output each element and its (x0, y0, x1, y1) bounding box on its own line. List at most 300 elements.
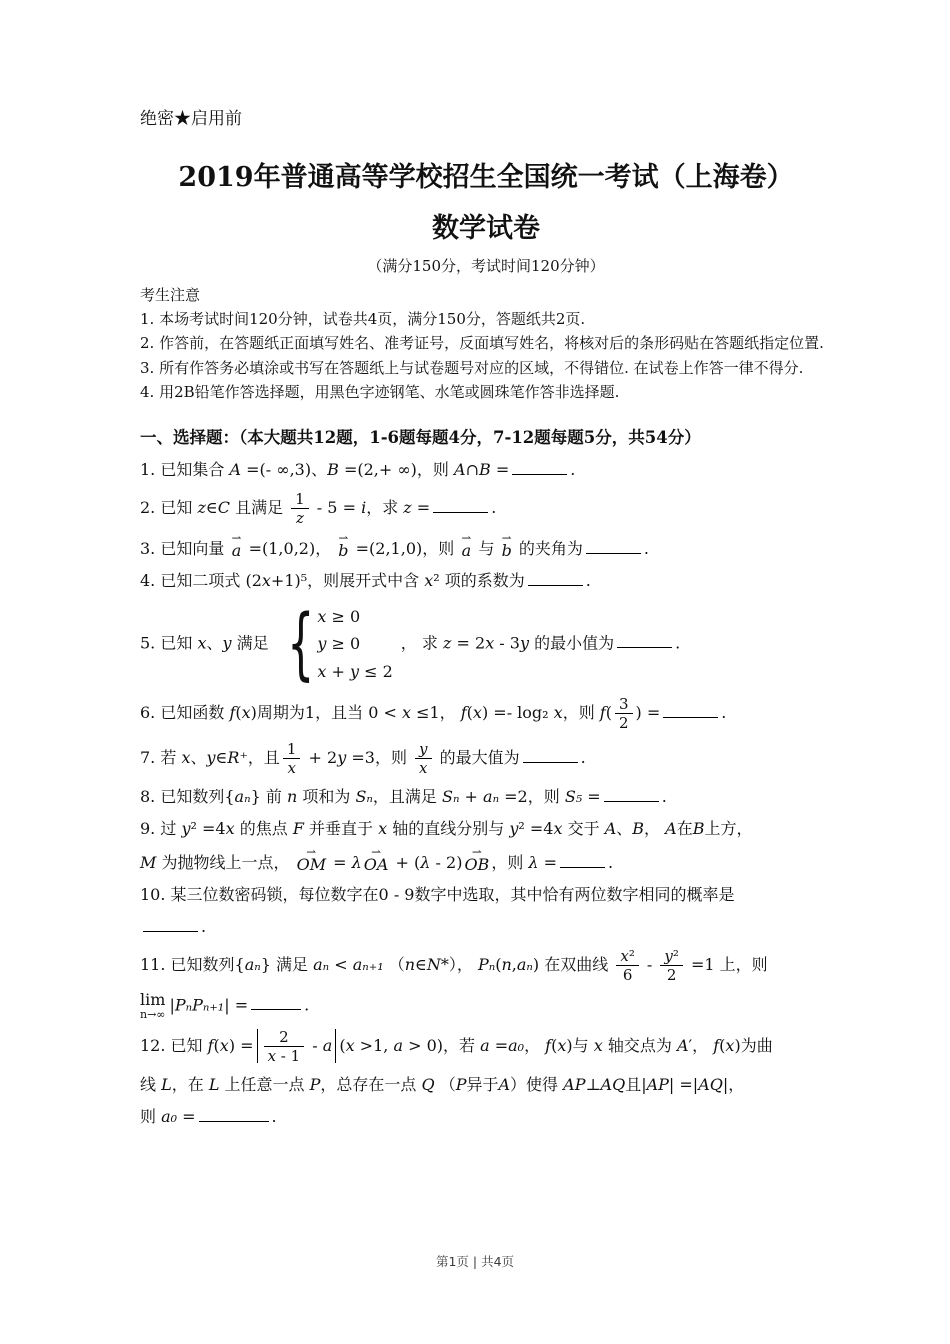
text-run: ， 求 (400, 633, 443, 653)
math-run: = (490, 460, 510, 480)
math-run: ∈ (415, 954, 427, 974)
text-run: 为曲 (740, 1035, 773, 1055)
math-run: 6 (622, 965, 633, 984)
math-run: ( (719, 1035, 726, 1055)
exam-subtitle: 数学试卷 (432, 213, 540, 244)
math-variable: f (207, 1035, 214, 1055)
math-variable: x (287, 758, 296, 777)
question-12-line (140, 1101, 832, 1133)
math-variable: AQ (600, 1074, 626, 1094)
question-11 (140, 943, 832, 1024)
text-run: 项的系数为 (439, 571, 525, 591)
page-footer: 第1页 | 共4页 (435, 1254, 515, 1269)
math-variable: B (692, 818, 705, 838)
math-variable: f (229, 702, 236, 722)
fraction-denominator (615, 714, 633, 732)
notice-title: 考生注意 (140, 286, 201, 304)
math-variable: Sₙ (355, 786, 373, 806)
answer-blank (528, 584, 583, 586)
fraction-denominator (264, 1047, 305, 1065)
question-1-line (140, 454, 832, 486)
vector-arrow-icon: ⇀ (371, 844, 382, 859)
text-run: 轴的直线分别与 (387, 818, 510, 838)
text-run: 3. 已知向量 (140, 539, 230, 559)
question-8-line (140, 781, 832, 813)
text-run: ，总存在一点 (320, 1074, 422, 1094)
text-run: . (201, 916, 207, 936)
text-run: ，则 (491, 852, 529, 872)
fraction (415, 740, 431, 777)
math-run: =1 (685, 954, 715, 974)
section-heading: 一、选择题：（本大题共12题，1-6题每题4分，7-12题每题5分，共54分） (140, 428, 701, 448)
math-variable: B (632, 818, 645, 838)
text-run: 且满足 (229, 498, 289, 518)
text-run: ，在 (171, 1074, 209, 1094)
math-variable: x (401, 702, 411, 722)
text-run: . (721, 702, 727, 722)
text-run: 、 (311, 460, 328, 480)
cases-system (276, 598, 393, 689)
math-run: ⊥ (585, 1074, 601, 1094)
text-run: ， (524, 1035, 546, 1055)
limit-word: lim (140, 989, 166, 1009)
math-run: } (260, 954, 271, 974)
vector (338, 531, 349, 561)
question-9-line (140, 813, 832, 845)
math-variable: a (480, 1035, 490, 1055)
math-variable: λ (528, 852, 539, 872)
math-variable: P (309, 1074, 321, 1094)
math-run: 2 (279, 1027, 289, 1046)
math-variable: n (501, 954, 512, 974)
fraction (283, 740, 301, 777)
math-run: > 0) (402, 1035, 443, 1055)
exam-info: （满分150分，考试时间120分钟） (367, 257, 605, 275)
math-variable: i (361, 498, 367, 518)
text-run: 上方， (704, 818, 753, 838)
math-variable: N (426, 954, 441, 974)
math-run: - 3 (494, 633, 520, 653)
math-run: ≤ 2 (359, 661, 393, 681)
text-run: （ (434, 1074, 456, 1094)
math-run: 2 (666, 965, 677, 984)
math-run: ′ (688, 1035, 693, 1055)
text-run: . (570, 460, 576, 480)
question-4 (140, 565, 832, 597)
math-variable: y (222, 633, 232, 653)
math-variable: y (519, 633, 530, 653)
math-run: - 1 (276, 1046, 301, 1065)
math-variable: aₙ (234, 786, 251, 806)
absolute-value-bar (335, 1029, 336, 1063)
math-variable: B (327, 460, 339, 480)
math-variable: y (181, 818, 191, 838)
text-run: ，则 (416, 460, 455, 480)
question-12-line (140, 1069, 832, 1101)
math-variable: x (419, 758, 428, 777)
text-run: 上，则 (714, 954, 768, 974)
fraction (616, 947, 638, 984)
text-run: ，若 (442, 1035, 481, 1055)
math-run: ) = (635, 702, 661, 722)
vector-base: b (338, 541, 349, 561)
notice-item-2: 2. 作答前，在答题纸正面填写姓名、准考证号，反面填写姓名，将核对后的条形码贴在答题纸指定位置. (140, 334, 824, 353)
math-variable: f (599, 702, 606, 722)
text-run: 5. 已知 (140, 633, 198, 653)
math-variable: a₀ (508, 1035, 525, 1055)
math-variable: R (227, 747, 240, 767)
math-run: ) (566, 1035, 573, 1055)
vector-arrow-icon: ⇀ (471, 844, 482, 859)
text-run: 的最小值为 (529, 633, 615, 653)
math-run: ∈ (215, 747, 228, 767)
text-run: 6. 已知函数 (140, 702, 230, 722)
math-variable: y (419, 739, 428, 758)
text-run: 与 (572, 1035, 594, 1055)
vector (363, 844, 389, 874)
text-run: ， (692, 1035, 714, 1055)
math-run: ( (339, 1035, 346, 1055)
math-run: ( (466, 702, 473, 722)
text-run: ， (644, 818, 666, 838)
fraction-denominator (283, 759, 301, 777)
text-run: 交于 (562, 818, 605, 838)
math-variable: x (261, 571, 271, 591)
math-run: =(2,1,0) (350, 539, 423, 559)
text-run: . (675, 633, 681, 653)
text-run: 数字中选取，其中恰有两位数字相同的概率是 (414, 884, 735, 904)
text-run: 的夹角为 (513, 539, 583, 559)
math-variable: a (322, 1035, 333, 1055)
math-run: =(1,0,2) (243, 539, 316, 559)
fraction (615, 695, 633, 732)
math-variable: PₙPₙ₊₁ (174, 995, 225, 1015)
math-variable: Sₙ (442, 786, 460, 806)
math-run: ≤1 (410, 702, 440, 722)
text-run: （ (383, 954, 405, 974)
text-run: 、 (616, 818, 633, 838)
vector-base: OM (296, 854, 327, 874)
text-run: 在 (676, 818, 693, 838)
question-5-line (140, 597, 832, 691)
answer-blank (199, 1120, 269, 1122)
text-run: 、 (190, 747, 207, 767)
math-run: { (234, 954, 245, 974)
math-run: >1, (354, 1035, 394, 1055)
math-run: | =| (668, 1074, 699, 1094)
text-run: 2. 已知 (140, 498, 198, 518)
math-variable: x (725, 1035, 735, 1055)
fraction-numerator (615, 695, 633, 714)
math-run: =3 (346, 747, 375, 767)
math-variable: A (454, 460, 466, 480)
question-2-line (140, 486, 832, 531)
questions-list (140, 454, 832, 1133)
math-variable: x (197, 633, 207, 653)
math-run: ∈ (205, 498, 218, 518)
text-run: 异于 (466, 1074, 499, 1094)
math-run: { (224, 786, 235, 806)
text-run: 线 (140, 1074, 162, 1094)
math-variable: AP (646, 1074, 669, 1094)
math-variable: z (295, 509, 304, 528)
math-run: = (328, 852, 352, 872)
vector (231, 531, 242, 561)
math-variable: C (217, 498, 230, 518)
math-run: + 2 (303, 747, 338, 767)
question-9-line (140, 845, 832, 879)
notice-item-3: 3. 所有作答务必填涂或书写在答题纸上与试卷题号对应的区域，不得错位. 在试卷上作答一律不得分. (140, 358, 804, 377)
vector-arrow-icon: ⇀ (461, 531, 472, 546)
vector (464, 844, 490, 874)
fraction-denominator (660, 966, 683, 984)
fraction-numerator (264, 1028, 305, 1047)
left-brace-icon: { (286, 598, 315, 689)
text-run: 轴交点为 (602, 1035, 677, 1055)
math-run: | (641, 1074, 647, 1094)
math-variable: λ (420, 852, 431, 872)
text-run: 与 (473, 539, 500, 559)
math-variable: x (378, 818, 388, 838)
math-run: - (641, 954, 658, 974)
math-run: - (307, 1035, 323, 1055)
math-variable: Pₙ (477, 954, 496, 974)
fraction-numerator (616, 947, 638, 966)
question-9 (140, 813, 832, 879)
answer-blank (604, 800, 659, 802)
text-run: 并垂直于 (303, 818, 379, 838)
math-variable: x (485, 633, 495, 653)
math-variable: L (161, 1074, 172, 1094)
math-variable: AP (563, 1074, 586, 1094)
text-run: 在双曲线 (539, 954, 614, 974)
text-run: 周期为1，且当 (256, 702, 369, 722)
question-2 (140, 486, 832, 531)
math-run: ≥ 0 (326, 634, 361, 654)
math-run: = (538, 852, 558, 872)
text-run: . (304, 995, 310, 1015)
cases-row (317, 658, 392, 685)
text-run: 8. 已知数列 (140, 786, 225, 806)
math-variable: x (345, 1035, 355, 1055)
cases-row (317, 630, 392, 657)
math-variable: aₙ (313, 954, 330, 974)
notice-item-4: 4. 用2B铅笔作答选择题，用黑色字迹钢笔、水笔或圆珠笔作答非选择题. (140, 382, 620, 401)
text-run: 的最大值为 (434, 747, 520, 767)
vector-base: OB (464, 854, 490, 874)
vector-base: b (501, 541, 512, 561)
math-variable: A (676, 1035, 689, 1055)
math-variable: Q (421, 1074, 435, 1094)
math-run: + (326, 661, 350, 681)
text-run: ，则 (374, 747, 413, 767)
math-run: } (250, 786, 261, 806)
text-run: 上任意一点 (219, 1074, 310, 1094)
question-10-line (140, 879, 832, 911)
exam-title: 2019年普通高等学校招生全国统一考试（上海卷） (178, 162, 794, 193)
math-run: 0 < (368, 702, 402, 722)
math-variable: x (553, 702, 563, 722)
math-run: = (177, 1106, 196, 1126)
math-run: ⁺ (239, 747, 248, 767)
math-variable: x (181, 747, 191, 767)
text-run: . (271, 1106, 277, 1126)
text-run: 7. 若 (140, 747, 182, 767)
math-run: ≥ 0 (326, 607, 361, 627)
fraction (291, 490, 309, 527)
text-run: ，则展开式中含 (307, 571, 425, 591)
math-variable: y (509, 818, 519, 838)
vector-arrow-icon: ⇀ (306, 844, 317, 859)
question-12 (140, 1024, 832, 1133)
question-12-line (140, 1024, 832, 1069)
math-variable: aₙ (516, 954, 533, 974)
answer-blank (512, 473, 567, 475)
math-variable: n (286, 786, 298, 806)
absolute-value-bar (257, 1029, 258, 1063)
math-run: = (582, 786, 601, 806)
math-run: ) = (228, 1035, 254, 1055)
math-variable: f (460, 702, 467, 722)
text-run: 满足 (270, 954, 314, 974)
math-variable: A (229, 460, 242, 480)
math-run: | (169, 995, 175, 1015)
math-variable: P (455, 1074, 467, 1094)
text-run: 则 (140, 1106, 162, 1126)
math-run: , (511, 954, 517, 974)
math-run: * (440, 954, 449, 974)
text-run: ， (439, 702, 461, 722)
vector (461, 531, 472, 561)
text-run: ， (315, 539, 337, 559)
vector-arrow-icon: ⇀ (338, 531, 349, 546)
math-variable: x (620, 946, 629, 965)
math-variable: x (557, 1035, 567, 1055)
vector-arrow-icon: ⇀ (501, 531, 512, 546)
cases-rows (317, 603, 392, 685)
text-run: 4. 已知二项式 (140, 571, 246, 591)
answer-blank (560, 866, 605, 868)
text-run: . (661, 786, 667, 806)
fraction-numerator (415, 740, 431, 759)
math-run: ) (532, 954, 540, 974)
answer-blank (523, 761, 578, 763)
math-variable: y (317, 634, 327, 654)
math-variable: x (553, 818, 563, 838)
vector (296, 844, 327, 874)
math-run: - 2) (430, 852, 463, 872)
limit (140, 989, 166, 1021)
question-4-line (140, 565, 832, 597)
text-run: 为抛物线上一点， (156, 852, 295, 872)
text-run: ，则 (422, 539, 460, 559)
math-run: ( (605, 702, 612, 722)
text-run: . (643, 539, 650, 559)
math-variable: x (472, 702, 482, 722)
math-run: - 5 = (311, 498, 362, 518)
text-run: ，且 (247, 747, 280, 767)
fraction-denominator (415, 759, 431, 777)
answer-blank (586, 552, 641, 554)
text-run: 11. 已知数列 (140, 954, 235, 974)
question-1 (140, 454, 832, 486)
math-variable: M (140, 852, 157, 872)
math-variable: y (337, 747, 347, 767)
math-run: | = (224, 995, 249, 1015)
fraction-numerator (660, 947, 683, 966)
math-variable: f (713, 1035, 720, 1055)
math-variable: A (604, 818, 617, 838)
math-variable: A (665, 818, 677, 838)
text-run: . (580, 747, 586, 767)
math-run: =2 (499, 786, 528, 806)
math-run: ² (628, 946, 635, 965)
text-run: 1. 已知集合 (140, 460, 230, 480)
text-run: 满足 (231, 633, 274, 653)
question-6 (140, 691, 832, 736)
math-variable: S₅ (564, 786, 583, 806)
vector-arrow-icon: ⇀ (231, 531, 242, 546)
math-run: 1 (286, 739, 297, 758)
text-run: 项和为 (297, 786, 356, 806)
text-run: ， (728, 1074, 745, 1094)
text-run: . (585, 571, 591, 591)
math-variable: x (225, 818, 235, 838)
math-run: ) =- log₂ (481, 702, 554, 722)
text-run: 10. 某三位数密码锁，每位数字在 (140, 884, 379, 904)
math-run: = 2 (451, 633, 486, 653)
question-10-line (140, 911, 832, 943)
text-run: 的焦点 (234, 818, 293, 838)
answer-blank (433, 511, 488, 513)
question-5 (140, 597, 832, 691)
question-3-line (140, 531, 832, 565)
math-variable: z (442, 633, 452, 653)
answer-blank (251, 1008, 301, 1010)
math-variable: y (664, 946, 673, 965)
classification-label: 绝密★启用前 (140, 109, 242, 129)
math-run: (2 (245, 571, 262, 591)
fraction (264, 1028, 305, 1065)
text-run: ，则 (527, 786, 565, 806)
text-run: ，且满足 (372, 786, 442, 806)
math-run: ( (235, 702, 242, 722)
math-run: 3 (618, 694, 629, 713)
text-run: 9. 过 (140, 818, 182, 838)
math-run: 2 (618, 713, 629, 732)
math-run: =(- ∞,3) (241, 460, 312, 480)
math-variable: aₙ (483, 786, 500, 806)
math-variable: a₀ (161, 1106, 178, 1126)
math-run: 1 (295, 490, 305, 509)
math-run: ) (734, 1035, 741, 1055)
math-variable: f (545, 1035, 552, 1055)
text-run: ）使得 (510, 1074, 564, 1094)
math-run: | (722, 1074, 729, 1094)
question-11-line (140, 943, 832, 988)
question-7 (140, 736, 832, 781)
math-run: ( (213, 1035, 220, 1055)
math-variable: AQ (698, 1074, 723, 1094)
math-variable: x (424, 571, 434, 591)
limit-subscript: n→∞ (140, 1007, 166, 1021)
math-variable: x (241, 702, 251, 722)
math-variable: λ (351, 852, 362, 872)
math-variable: y (349, 661, 360, 681)
text-run: ，则 (562, 702, 600, 722)
text-run: ）， (448, 954, 478, 974)
math-variable: y (206, 747, 216, 767)
